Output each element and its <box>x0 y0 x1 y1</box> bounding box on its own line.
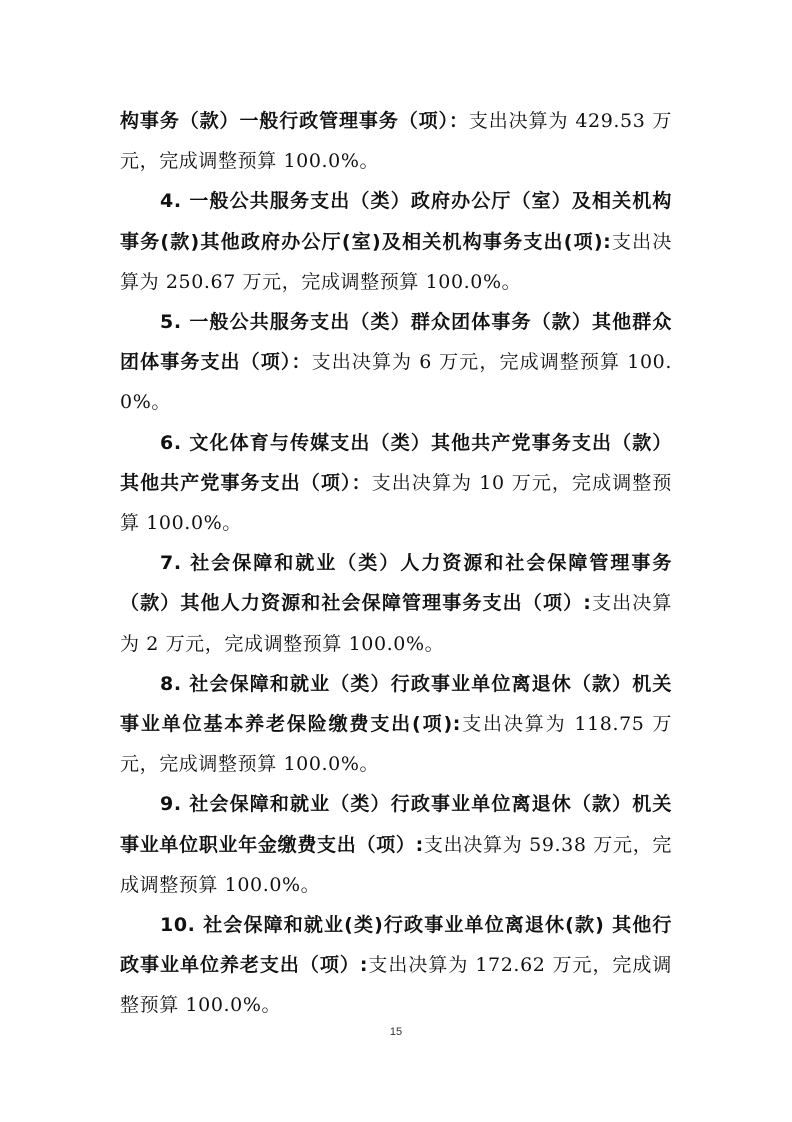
paragraph-heading: 4. 一般公共服务支出（类）政府办公厅（室）及相关机构事务(款)其他政府办公厅(室)及相关机构事务支出(项): <box>120 190 672 253</box>
paragraph-body: 支出决算为 429.53 万元，完成调整预算 100.0%。 <box>120 110 672 173</box>
paragraph-body: 支出决算为 2 万元，完成调整预算 100.0%。 <box>120 592 673 655</box>
paragraph-body: 支出决算为 10 万元，完成调整预算 100.0%。 <box>120 471 672 535</box>
paragraph-item-8 <box>120 664 672 785</box>
paragraph-heading: 6. 文化体育与传媒支出（类）其他共产党事务支出（款）其他共产党事务支出（项）： <box>120 431 672 494</box>
paragraph-heading: 7. 社会保障和就业（类）人力资源和社会保障管理事务（款）其他人力资源和社会保障管理事务支出（项）: <box>120 552 672 615</box>
paragraph-item-9 <box>120 784 672 905</box>
paragraph-item-10 <box>120 905 672 1026</box>
paragraph-item-6 <box>120 423 672 544</box>
paragraph-heading: 5. 一般公共服务支出（类）群众团体事务（款）其他群众团体事务支出（项）： <box>120 311 672 374</box>
paragraph-heading: 10. 社会保障和就业(类)行政事业单位离退休(款) 其他行政事业单位养老支出（项）: <box>120 914 672 977</box>
paragraph-body: 支出决算为 250.67 万元，完成调整预算 100.0%。 <box>120 230 672 293</box>
paragraph-item-5 <box>120 302 672 423</box>
paragraph-continuation <box>120 101 672 181</box>
paragraph-body: 支出决算为 172.62 万元，完成调整预算 100.0%。 <box>120 954 672 1017</box>
paragraph-body: 支出决算为 59.38 万元，完成调整预算 100.0%。 <box>120 833 673 896</box>
paragraph-heading: 8. 社会保障和就业（类）行政事业单位离退休（款）机关事业单位基本养老保险缴费支出(项): <box>120 672 672 736</box>
paragraph-body: 支出决算为 118.75 万元，完成调整预算 100.0%。 <box>120 713 672 776</box>
paragraph-heading: 构事务（款）一般行政管理事务（项）： <box>120 110 469 132</box>
paragraph-heading: 9. 社会保障和就业（类）行政事业单位离退休（款）机关事业单位职业年金缴费支出（项）: <box>120 793 672 856</box>
paragraph-item-4 <box>120 181 672 302</box>
document-body <box>120 101 672 1026</box>
page-number: 15 <box>389 1026 403 1038</box>
paragraph-item-7 <box>120 543 672 664</box>
paragraph-body: 支出决算为 6 万元，完成调整预算 100.0%。 <box>120 351 672 414</box>
